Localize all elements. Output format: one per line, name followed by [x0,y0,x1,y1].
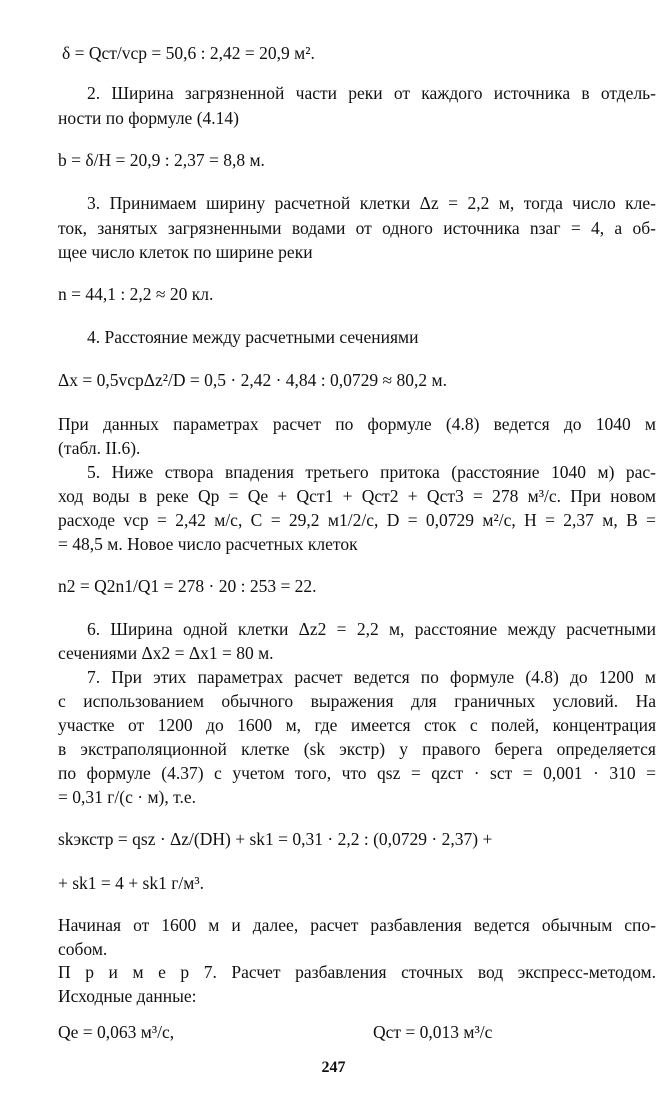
text-line: ход воды в реке Qp = Qe + Qст1 + Qст2 + Qст3 = 278 м³/с. При новом [58,486,656,506]
text-line: skэкстр = qsz · Δz/(DH) + sk1 = 0,31 · 2,2 : (0,0729 · 2,37) + [58,829,493,849]
text-line: П р и м е р 7. Расчет разбавления сточных вод экспресс-методом. [58,962,656,982]
text-line: δ = Qст/vср = 50,6 : 2,42 = 20,9 м². [62,43,315,63]
text-line: собом. [58,939,108,959]
text-line: расходе vср = 2,42 м/с, C = 29,2 м1/2/с, D = 0,0729 м²/с, H = 2,37 м, B = [58,510,656,530]
text-line: Δx = 0,5vсрΔz²/D = 0,5 · 2,42 · 4,84 : 0,0729 ≈ 80,2 м. [58,370,447,390]
text-line: b = δ/H = 20,9 : 2,37 = 8,8 м. [58,150,265,170]
text-line: n = 44,1 : 2,2 ≈ 20 кл. [58,284,214,304]
text-line: 5. Ниже створа впадения третьего притока (расстояние 1040 м) рас- [87,462,656,482]
text-line: 7. При этих параметрах расчет ведется по формуле (4.8) до 1200 м [87,667,656,687]
text-line: ности по формуле (4.14) [58,108,239,128]
text-line: = 0,31 г/(с · м), т.е. [58,787,196,807]
text-line: 4. Расстояние между расчетными сечениями [87,327,419,347]
text-line: в экстраполяционной клетке (sk экстр) у правого берега определяется [58,739,656,759]
text-line: 2. Ширина загрязненной части реки от каждого источника в отдель- [87,83,656,103]
text-line: 3. Принимаем ширину расчетной клетки Δz = 2,2 м, тогда число кле- [87,193,656,213]
text-line: Начиная от 1600 м и далее, расчет разбавления ведется обычным спо- [58,915,656,935]
text-line: щее число клеток по ширине реки [58,242,313,262]
text-line: ток, занятых загрязненными водами от одного источника nзаг = 4, а об- [58,218,656,238]
text-line: Qe = 0,063 м³/с, [58,1022,175,1042]
text-line: 6. Ширина одной клетки Δz2 = 2,2 м, расстояние между расчетными [87,619,656,639]
text-line: с использованием обычного выражения для граничных условий. На [58,691,656,711]
text-line: Исходные данные: [58,986,197,1006]
text-line: = 48,5 м. Новое число расчетных клеток [58,534,358,554]
text-line: n2 = Q2n1/Q1 = 278 · 20 : 253 = 22. [58,576,317,596]
text-line: по формуле (4.37) с учетом того, что qsz = qzст · sст = 0,001 · 310 = [58,763,656,783]
text-line: Qст = 0,013 м³/с [373,1022,493,1042]
text-line: При данных параметрах расчет по формуле (4.8) ведется до 1040 м [58,414,656,434]
page-number: 247 [321,1059,346,1076]
text-line: + sk1 = 4 + sk1 г/м³. [58,873,204,893]
text-line: участке от 1200 до 1600 м, где имеется сток с полей, концентрация [58,715,656,735]
text-line: сечениями Δx2 = Δx1 = 80 м. [58,643,274,663]
text-line: (табл. II.6). [58,438,141,458]
